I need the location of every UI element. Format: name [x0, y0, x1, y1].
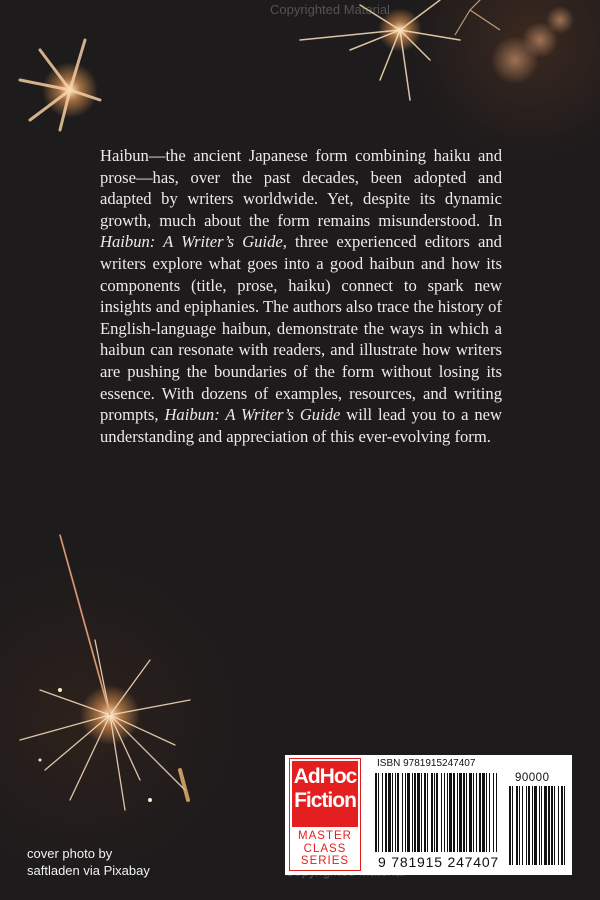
- series-line-1: MASTER: [298, 830, 352, 842]
- barcode-bar: [375, 773, 377, 852]
- barcode-bar: [427, 773, 428, 852]
- barcode-bar: [385, 773, 387, 852]
- barcode-bar: [519, 786, 520, 865]
- barcode-bar: [469, 773, 472, 852]
- barcode-bar: [558, 786, 559, 865]
- isbn-digits: 9 781915 247407: [378, 854, 499, 870]
- photo-credit-line-2: saftladen via Pixabay: [27, 863, 150, 878]
- barcode-bar: [431, 773, 433, 852]
- barcode-bar: [412, 773, 413, 852]
- publisher-logo-line-1: AdHoc: [293, 765, 357, 788]
- blurb-text: [100, 145, 502, 447]
- barcode-bar: [541, 786, 542, 865]
- barcode-bar: [489, 773, 490, 852]
- barcode-bar: [526, 786, 527, 865]
- barcode-bar: [414, 773, 416, 852]
- blurb-title-ref-2: Haibun: A Writer’s Guide: [164, 405, 341, 425]
- barcode-bar: [441, 773, 442, 852]
- barcode-bar: [436, 773, 438, 852]
- barcode-bar: [447, 773, 448, 852]
- isbn-label: ISBN 9781915247407: [377, 758, 476, 769]
- barcode-bar: [564, 786, 565, 865]
- series-line-3: SERIES: [300, 855, 350, 867]
- barcode-bar: [548, 786, 550, 865]
- barcode-bar: [532, 786, 533, 865]
- photo-credit: [27, 845, 227, 879]
- blurb-part-1: Haibun—the ancient Japanese form combining haiku and prose—has, over the past decades, been adopted and adapted by writers worldwide. Yet, despite its dynamic growth, much about the form remains misunderstood. In: [100, 146, 502, 230]
- barcode-bar: [382, 773, 383, 852]
- barcode-bar: [463, 773, 465, 852]
- barcode-bar: [397, 773, 399, 852]
- barcode-bar: [493, 773, 494, 852]
- barcode-bar: [466, 773, 467, 852]
- barcode-bar: [421, 773, 422, 852]
- blurb-part-2: , three experienced editors and writers explore what goes into a good haibun and how its components (title, prose, haiku) connect to spark new insights and epiphanies. The authors also trace the history of English-language haibun, demonstrate the ways in which a haibun can resonate with readers, and illustrate how writers are pushing the boundaries of the form without losing its essence. With dozens of examples, resources, and writing prompts,: [100, 232, 502, 425]
- sparkler-bottom-left: [20, 535, 190, 810]
- price-code: 90000: [515, 772, 550, 784]
- barcode-bar: [457, 773, 458, 852]
- barcode-bar: [476, 773, 477, 852]
- barcode-bar: [444, 773, 445, 852]
- barcode-bar: [486, 773, 487, 852]
- barcode-bar: [473, 773, 474, 852]
- barcode-bar: [528, 786, 530, 865]
- barcode-bar: [512, 786, 513, 865]
- barcode-bar: [482, 773, 485, 852]
- barcode-bar: [534, 786, 537, 865]
- barcode-bar: [434, 773, 435, 852]
- barcode-bar: [392, 773, 393, 852]
- barcode-bar: [544, 786, 547, 865]
- barcode-bar: [522, 786, 523, 865]
- barcode-bar: [459, 773, 462, 852]
- sparkler-top-left: [20, 40, 100, 130]
- publisher-barcode-panel: [285, 755, 572, 875]
- barcode-bar: [561, 786, 563, 865]
- barcode-bar: [424, 773, 426, 852]
- barcode-bar: [496, 773, 497, 852]
- barcode-bar: [395, 773, 396, 852]
- barcode-bar: [539, 786, 540, 865]
- barcode-bar: [407, 773, 410, 852]
- barcode-bar: [554, 786, 555, 865]
- barcode-bar: [417, 773, 420, 852]
- photo-credit-line-1: cover photo by: [27, 846, 113, 861]
- barcode-bar: [405, 773, 406, 852]
- blurb-title-ref-1: Haibun: A Writer’s Guide: [100, 232, 283, 252]
- barcode-bar: [453, 773, 455, 852]
- watermark-top: Copyrighted Material: [270, 2, 390, 17]
- series-line-2: CLASS: [303, 842, 347, 855]
- barcode-bar: [479, 773, 481, 852]
- publisher-logo-line-2: Fiction: [294, 789, 356, 812]
- barcode-bar: [378, 773, 379, 852]
- barcode-bar: [516, 786, 518, 865]
- barcode-bar: [509, 786, 511, 865]
- blurb-part-3: will lead you to a new understanding and appreciation of this ever-evolving form.: [100, 405, 502, 446]
- barcode-bar: [551, 786, 553, 865]
- barcode-bar: [388, 773, 391, 852]
- barcode-bar: [449, 773, 452, 852]
- barcode-bar: [402, 773, 403, 852]
